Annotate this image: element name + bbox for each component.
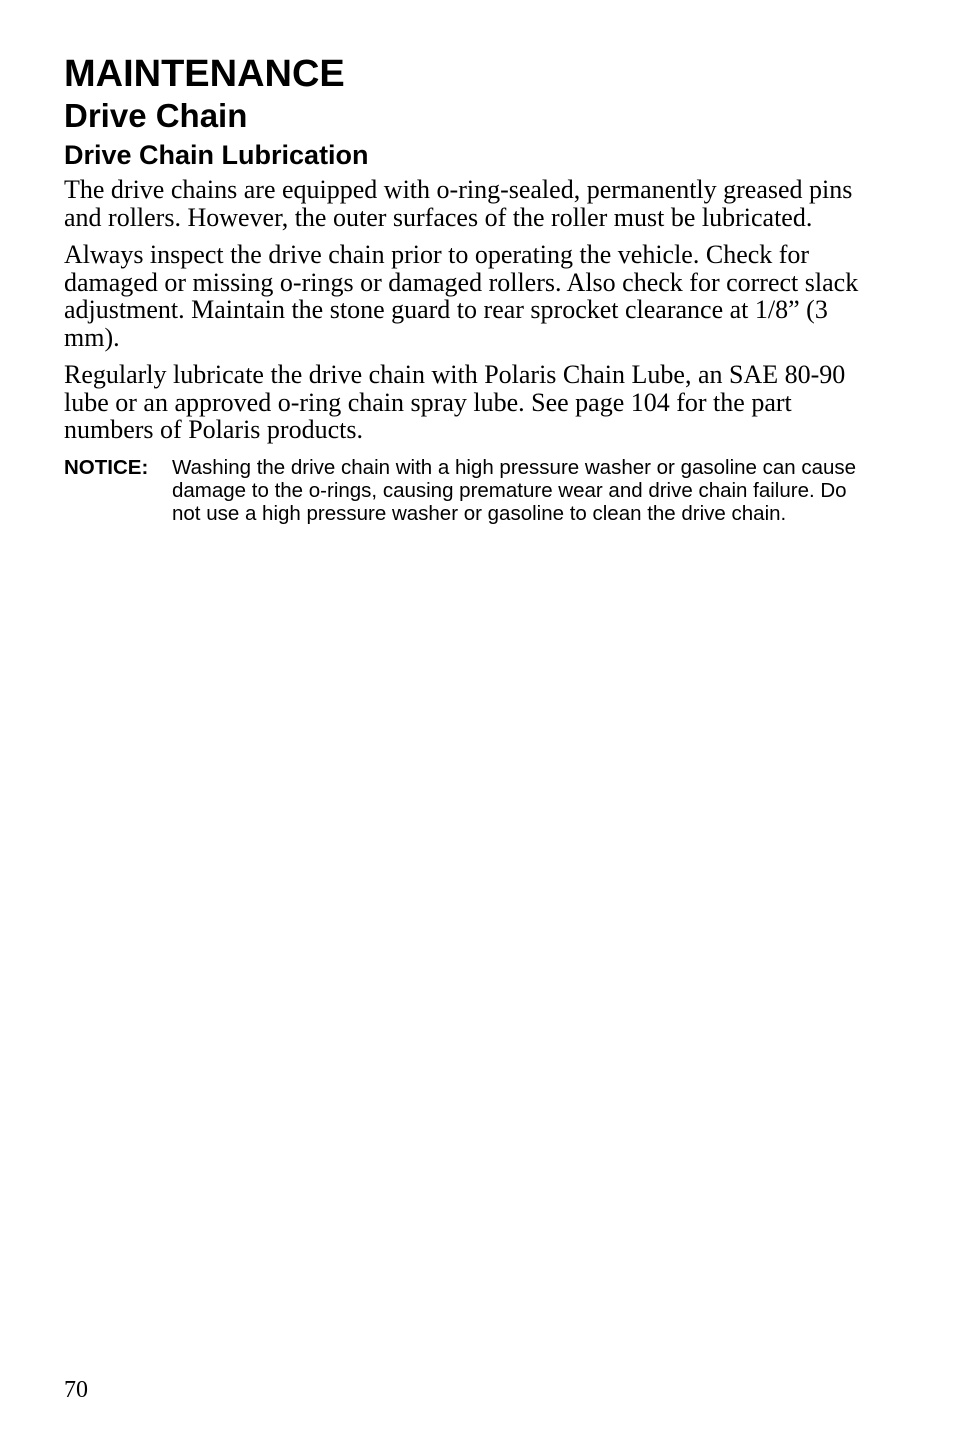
notice-label: NOTICE: [64,455,149,479]
paragraph-lubrication-intro: The drive chains are equipped with o-ring-sealed, permanently greased pins and rollers. However, the outer surfaces of the roller must be lubricated. [64,175,853,232]
notice-block [64,456,864,525]
paragraph-inspection: Always inspect the drive chain prior to operating the vehicle. Check for damaged or missing o-rings or damaged rollers. Also check for correct slack adjustment. Maintain the stone guard to rear sprocket clearance at 1/8” (3 mm). [64,240,859,352]
page-content [64,52,864,525]
notice-text: Washing the drive chain with a high pressure washer or gasoline can cause damage to the o-rings, causing premature wear and drive chain failure. Do not use a high pressure washer or gasoline to clean the drive chain. [172,455,857,525]
section-title: MAINTENANCE [64,53,345,95]
page-number: 70 [64,1377,88,1403]
topic-title: Drive Chain Lubrication [64,140,369,170]
paragraph-lubricate-regularly: Regularly lubricate the drive chain with Polaris Chain Lube, an SAE 80-90 lube or an approved o-ring chain spray lube. See page 104 for the part numbers of Polaris products. [64,360,846,444]
subsection-title: Drive Chain [64,97,248,134]
